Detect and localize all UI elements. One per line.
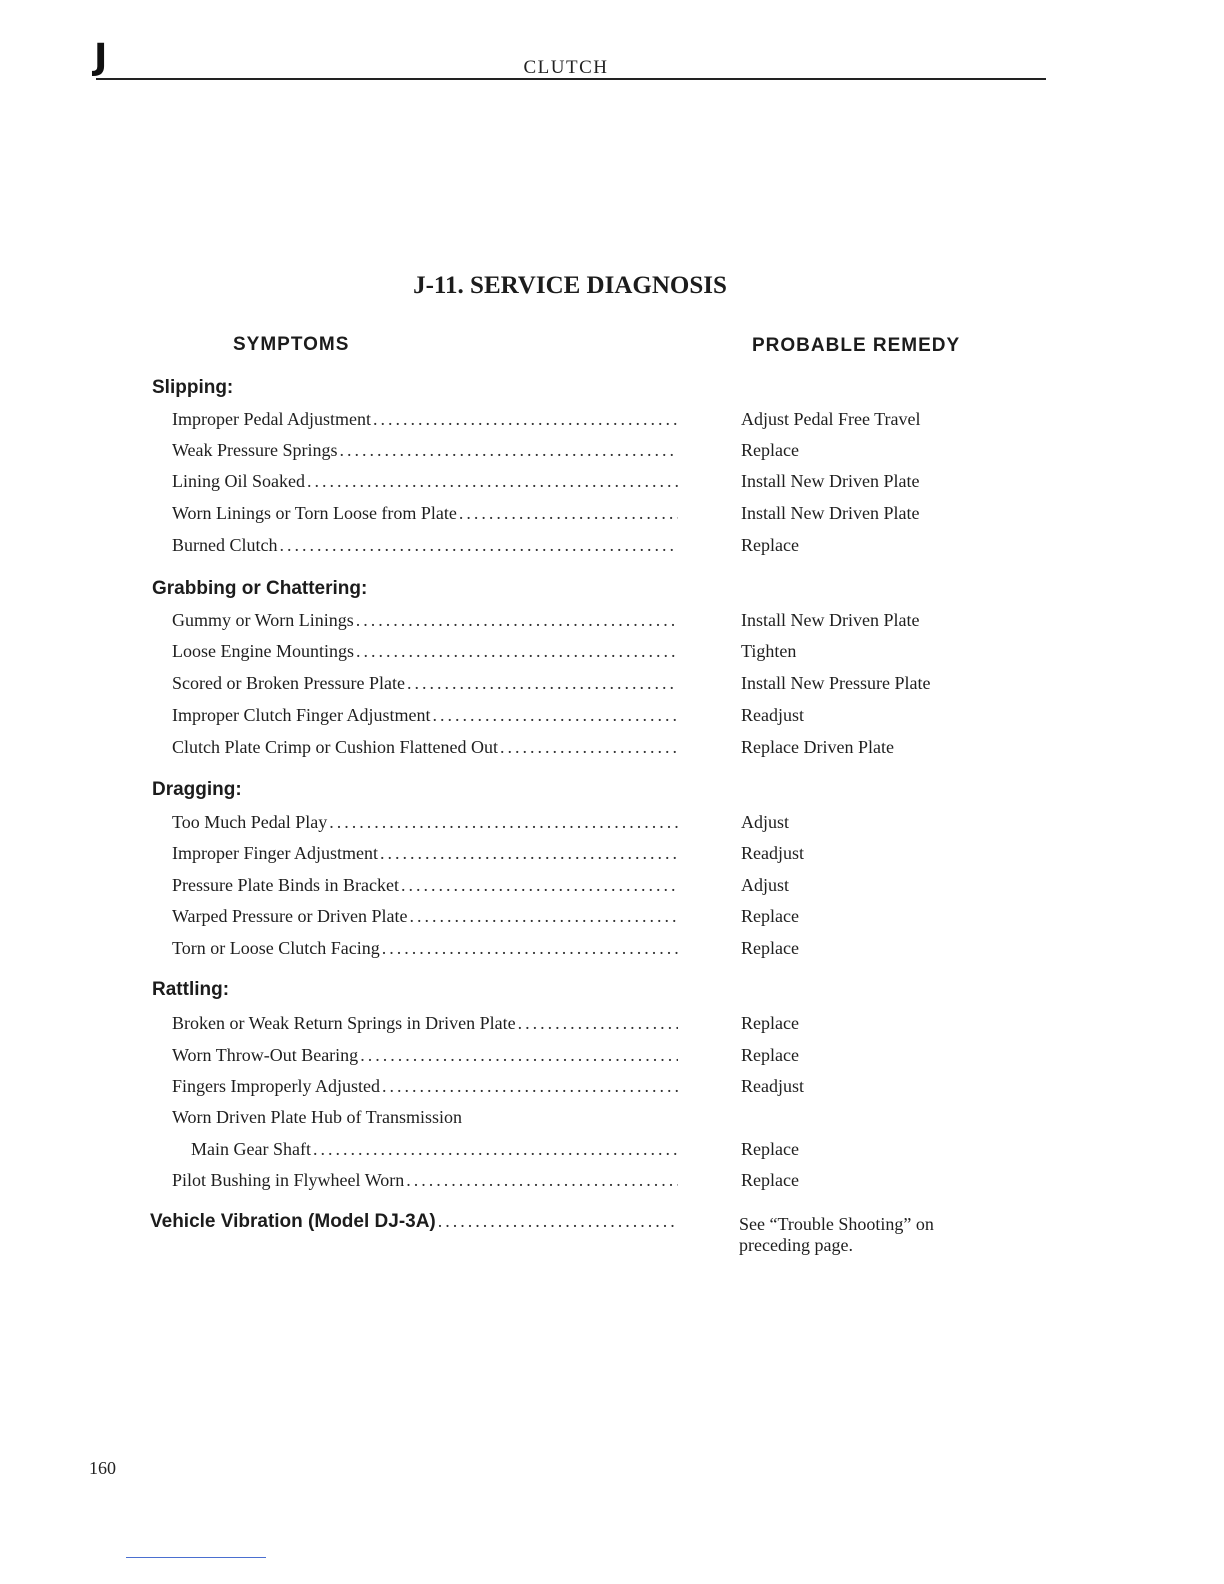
table-row: [0, 812, 1224, 842]
group-title: Slipping:: [152, 377, 234, 398]
group-title: Rattling:: [152, 979, 230, 1000]
table-row: [0, 875, 1224, 905]
symptom-text: Scored or Broken Pressure Plate .....: [172, 673, 678, 694]
page-title: J-11. SERVICE DIAGNOSIS: [413, 272, 727, 299]
table-row: [0, 737, 1224, 767]
header-rule: [96, 78, 1046, 80]
table-row: [0, 1107, 1224, 1137]
remedy-text: Readjust: [741, 1076, 804, 1096]
remedy-text: Tighten: [741, 641, 797, 661]
symptom-text: Worn Throw-Out Bearing .....: [172, 1045, 678, 1066]
symptom-text: Improper Finger Adjustment .....: [172, 843, 678, 864]
table-row: [0, 440, 1224, 470]
symptom-text: Pilot Bushing in Flywheel Worn .....: [172, 1170, 678, 1191]
remedy-text: Install New Driven Plate: [741, 471, 920, 491]
running-header-title: CLUTCH: [523, 57, 609, 78]
remedy-text: Replace: [741, 440, 799, 460]
symptom-text: Worn Driven Plate Hub of Transmission: [172, 1107, 463, 1127]
symptom-text: Warped Pressure or Driven Plate .....: [172, 906, 678, 927]
vibration-symptom: Vehicle Vibration (Model DJ-3A) .....: [150, 1211, 678, 1233]
remedy-text: Replace: [741, 1139, 799, 1159]
symptom-text: Gummy or Worn Linings .....: [172, 610, 678, 631]
symptom-text: Fingers Improperly Adjusted .....: [172, 1076, 678, 1097]
remedy-text: Replace: [741, 1013, 799, 1033]
symptom-text: Main Gear Shaft .....: [191, 1139, 678, 1160]
remedy-text: Readjust: [741, 843, 804, 863]
table-row: [0, 1170, 1224, 1200]
remedy-text: Adjust: [741, 812, 790, 832]
group-title: Dragging:: [152, 779, 242, 800]
symptom-text: Loose Engine Mountings .....: [172, 641, 678, 662]
section-letter: J: [94, 37, 108, 78]
table-row: [0, 503, 1224, 533]
table-row: [0, 938, 1224, 968]
table-row: [0, 1013, 1224, 1043]
table-row: [0, 641, 1224, 671]
symptoms-column-heading: SYMPTOMS: [233, 334, 350, 355]
table-row: [0, 673, 1224, 703]
table-row: [0, 1139, 1224, 1169]
table-row: [0, 1076, 1224, 1106]
table-row: [0, 906, 1224, 936]
group-title: Grabbing or Chattering:: [152, 578, 368, 599]
table-row: [0, 1045, 1224, 1075]
table-row: [0, 705, 1224, 735]
vibration-remedy: See “Trouble Shooting” on preceding page.: [739, 1214, 934, 1255]
symptom-text: Improper Clutch Finger Adjustment .....: [172, 705, 678, 726]
remedy-text: Install New Driven Plate: [741, 610, 920, 630]
table-row: [0, 409, 1224, 439]
table-row: [0, 471, 1224, 501]
table-row: [0, 843, 1224, 873]
remedy-text: Install New Pressure Plate: [741, 673, 931, 693]
page-number: 160: [89, 1458, 116, 1478]
symptom-text: Broken or Weak Return Springs in Driven Plate .....: [172, 1013, 678, 1034]
symptom-text: Clutch Plate Crimp or Cushion Flattened Out .....: [172, 737, 678, 758]
remedy-text: Install New Driven Plate: [741, 503, 920, 523]
remedy-text: Readjust: [741, 705, 804, 725]
remedy-text: Replace: [741, 1170, 799, 1190]
remedy-text: Replace: [741, 1045, 799, 1065]
symptom-text: Improper Pedal Adjustment .....: [172, 409, 678, 430]
symptom-text: Too Much Pedal Play .....: [172, 812, 678, 833]
footer-link-line: [126, 1557, 266, 1558]
table-row: [0, 610, 1224, 640]
remedy-text: Replace: [741, 906, 799, 926]
symptom-text: Torn or Loose Clutch Facing .....: [172, 938, 678, 959]
symptom-text: Lining Oil Soaked .....: [172, 471, 678, 492]
remedy-text: Adjust: [741, 875, 790, 895]
remedy-text: Adjust Pedal Free Travel: [741, 409, 921, 429]
table-row: [0, 535, 1224, 565]
remedy-text: Replace Driven Plate: [741, 737, 894, 757]
remedy-text: Replace: [741, 938, 799, 958]
symptom-text: Weak Pressure Springs .....: [172, 440, 678, 461]
remedy-text: Replace: [741, 535, 799, 555]
remedy-column-heading: PROBABLE REMEDY: [752, 335, 961, 356]
symptom-text: Burned Clutch .....: [172, 535, 678, 556]
symptom-text: Pressure Plate Binds in Bracket .....: [172, 875, 678, 896]
symptom-text: Worn Linings or Torn Loose from Plate .....: [172, 503, 678, 524]
